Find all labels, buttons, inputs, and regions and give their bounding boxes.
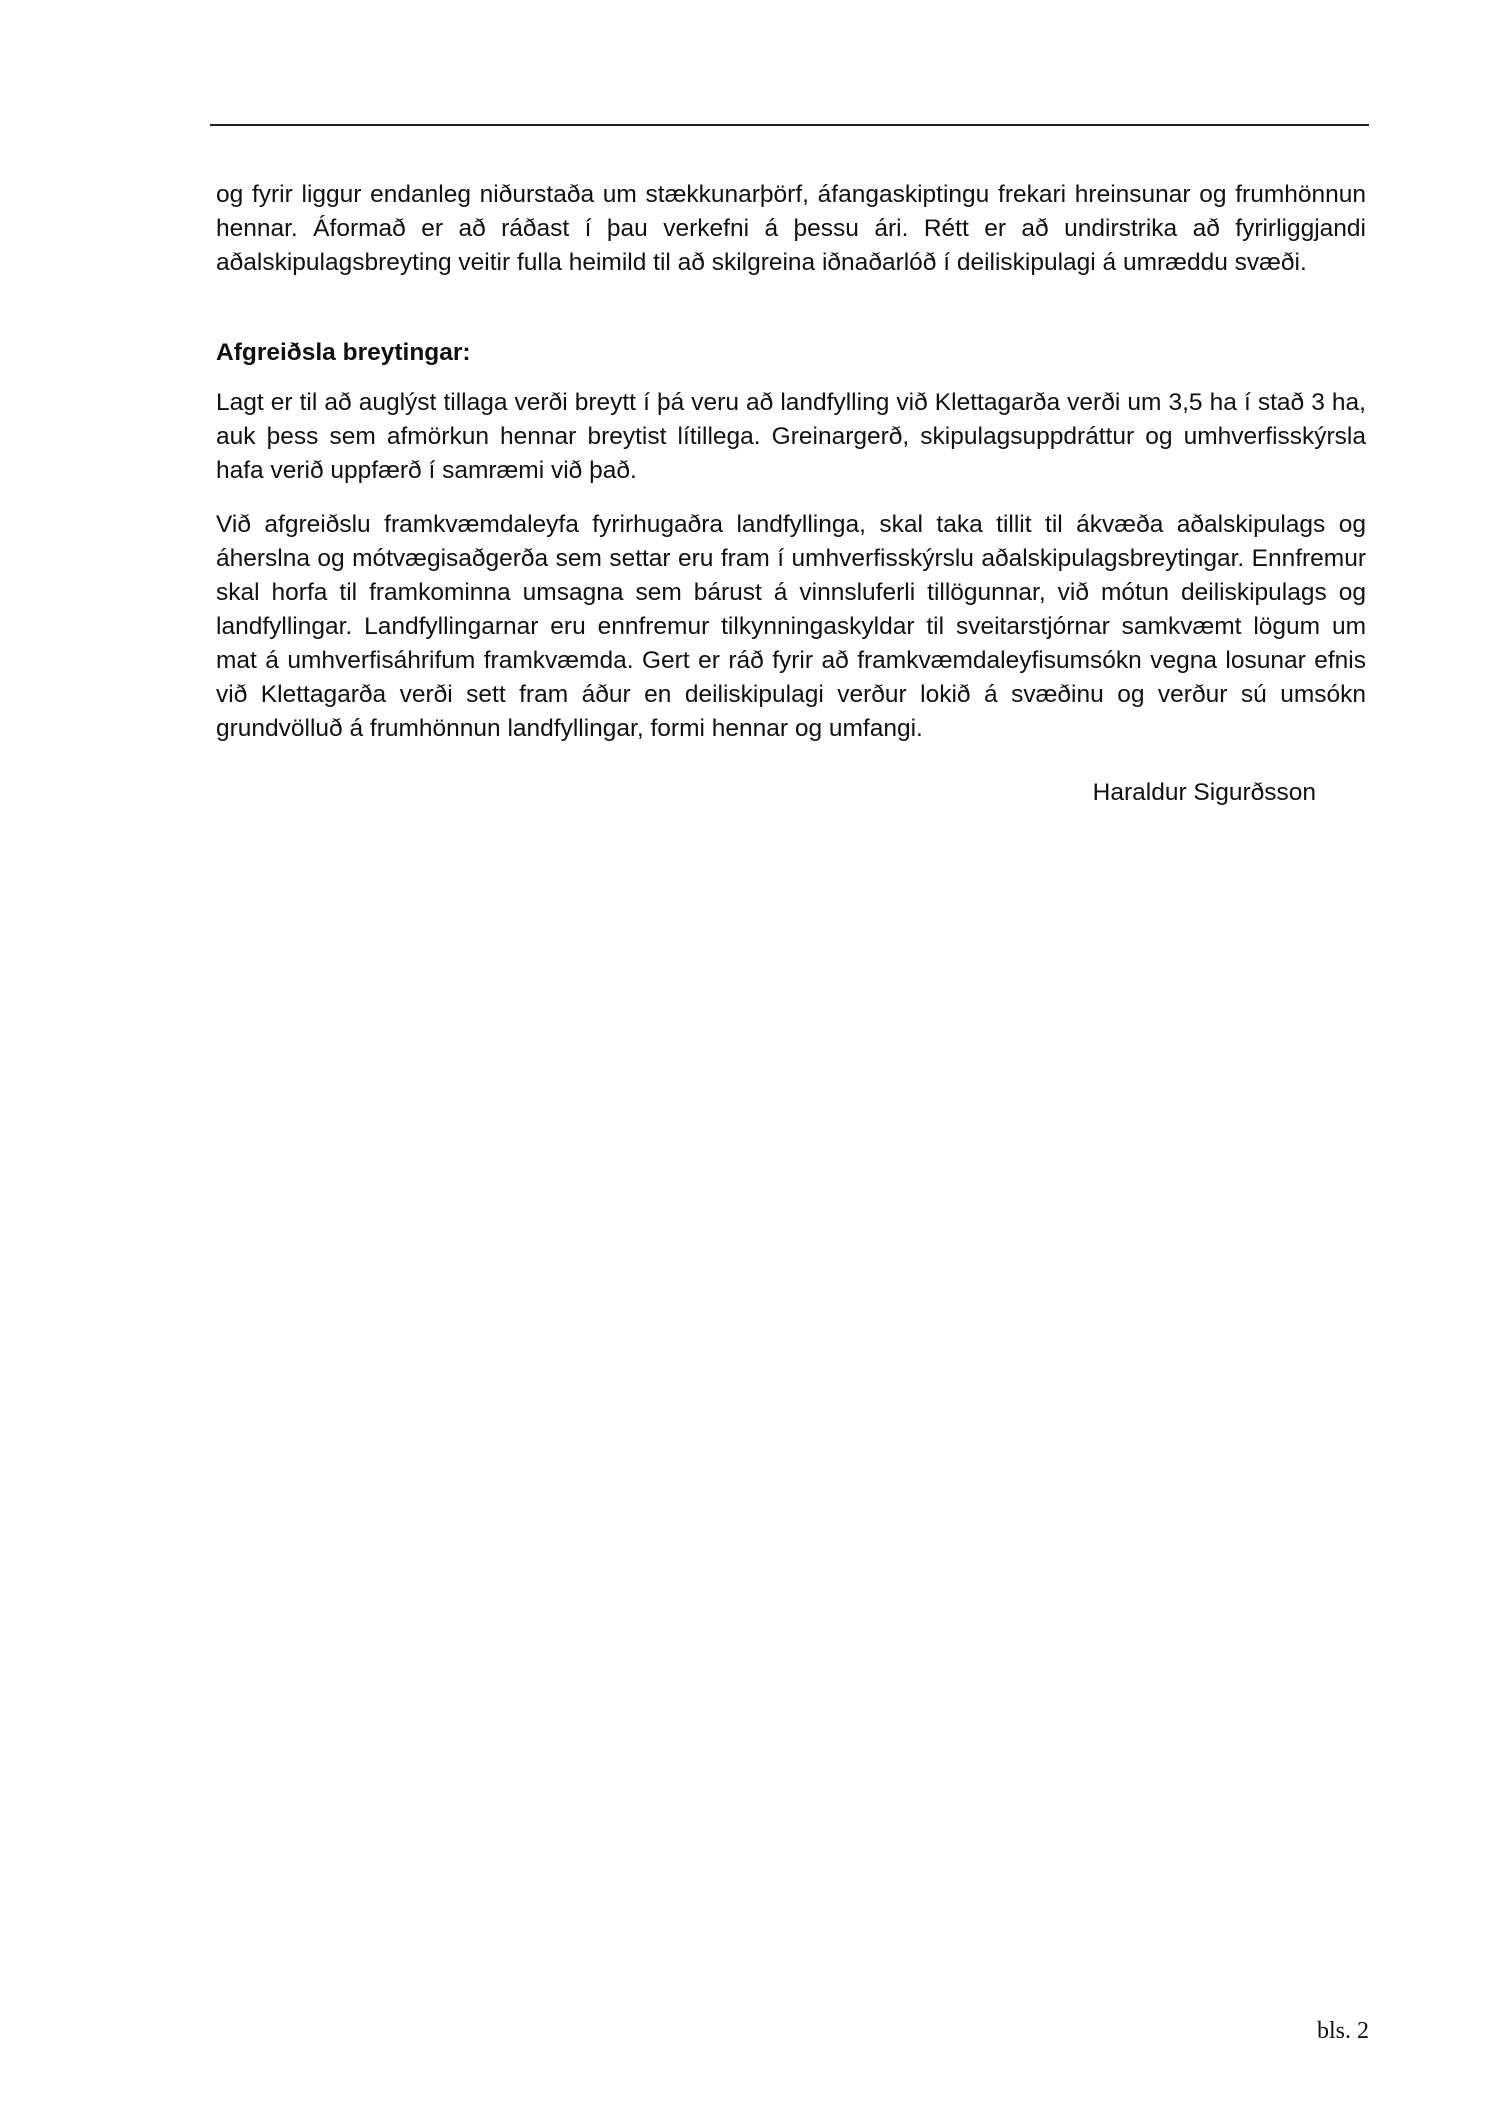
page-number: bls. 2 (1316, 2018, 1369, 2044)
header-rule (210, 124, 1369, 126)
paragraph-permits: Við afgreiðslu framkvæmdaleyfa fyrirhugaðra landfyllinga, skal taka tillit til ákvæða aðalskipulags og áherslna og mótvægisaðgerða sem settar eru fram í umhverfisskýrslu aðalskipulagsbreytingar. Ennfremur skal horfa til framkominna umsagna sem bárust á vinnsluferli tillögunnar, við mótun deiliskipulags og landfyllingar. Landfyllingarnar eru ennfremur tilkynningaskyldar til sveitarstjórnar samkvæmt lögum um mat á umhverfisáhrifum framkvæmda. Gert er ráð fyrir að framkvæmdaleyfisumsókn vegna losunar efnis við Klettagarða verði sett fram áður en deiliskipulagi verður lokið á svæðinu og verður sú umsókn grundvölluð á frumhönnun landfyllingar, formi hennar og umfangi. (216, 511, 1366, 742)
paragraph-proposal: Lagt er til að auglýst tillaga verði breytt í þá veru að landfylling við Klettagarða verði um 3,5 ha í stað 3 ha, auk þess sem afmörkun hennar breytist lítillega. Greinargerð, skipulagsuppdráttur og umhverfisskýrsla hafa verið uppfærð í samræmi við það. (216, 389, 1366, 484)
document-body (216, 178, 1366, 810)
signature: Haraldur Sigurðsson (1092, 779, 1316, 806)
section-heading: Afgreiðsla breytingar: (216, 339, 471, 366)
paragraph-intro: og fyrir liggur endanleg niðurstaða um stækkunarþörf, áfangaskiptingu frekari hreinsunar og frumhönnun hennar. Áformað er að ráðast í þau verkefni á þessu ári. Rétt er að undirstrika að fyrirliggjandi aðalskipulagsbreyting veitir fulla heimild til að skilgreina iðnaðarlóð í deiliskipulagi á umræddu svæði. (216, 181, 1366, 276)
